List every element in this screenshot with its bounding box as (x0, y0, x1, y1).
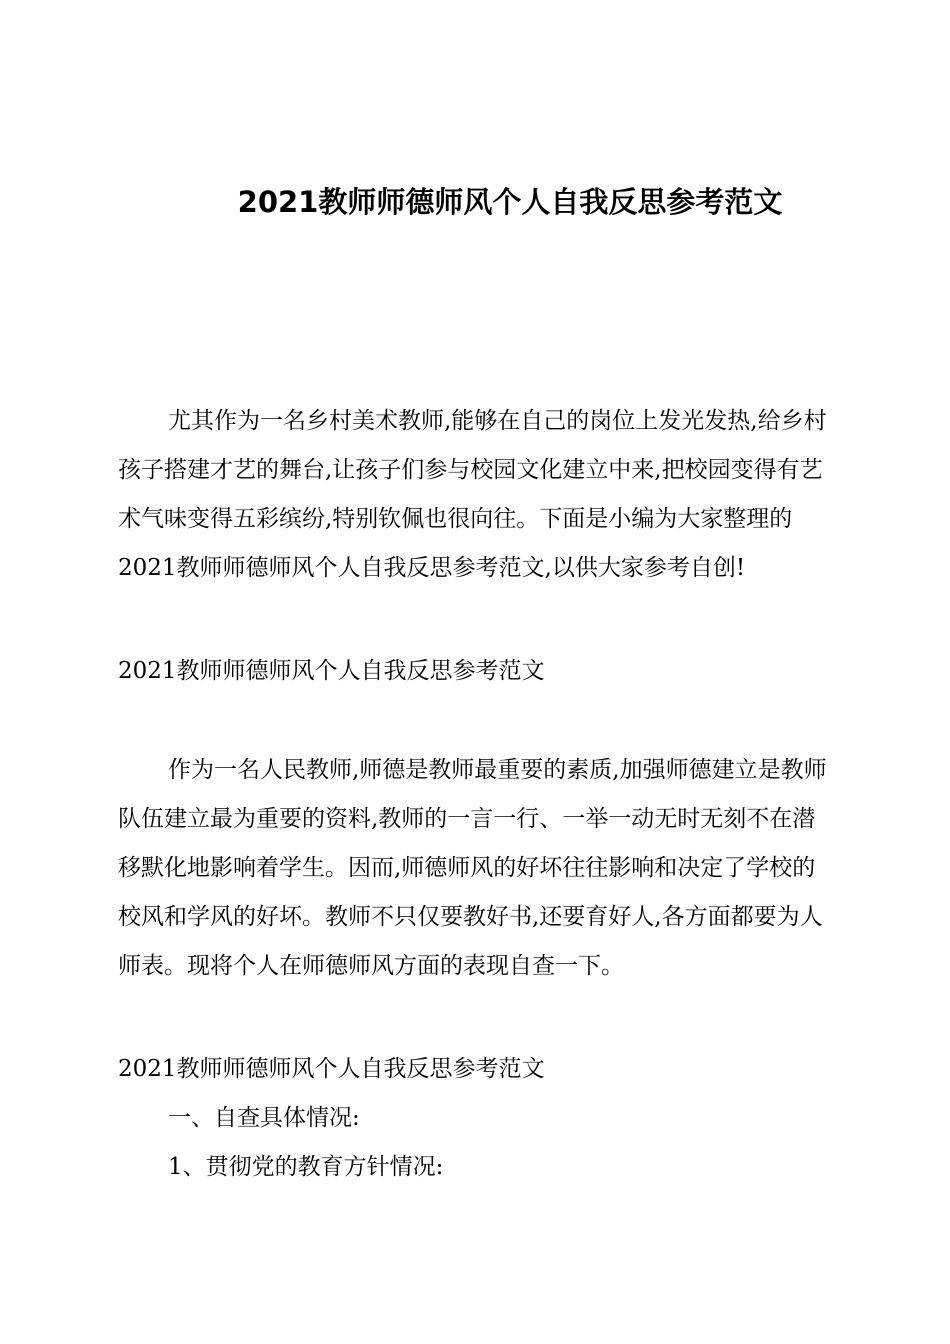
document-title: 2021教师师德师风个人自我反思参考范文 (237, 185, 783, 219)
section-subheading-2: 2021教师师德师风个人自我反思参考范文 (118, 1056, 545, 1082)
list-item-self-check: 一、自查具体情况: (168, 1105, 360, 1131)
section-paragraph: 作为一名人民教师,师德是教师最重要的素质,加强师德建立是教师队伍建立最为重要的资料,教师的一言一行、一举一动无时无刻不在潜移默化地影响着学生。因而,师德师风的好坏往往影响和决定了学校的校风和学风的好坏。教师不只仅要教好书,还要育好人,各方面都要为人师表。现将个人在师德师风方面的表现自查一下。 (118, 757, 827, 979)
intro-paragraph: 尤其作为一名乡村美术教师,能够在自己的岗位上发光发热,给乡村孩子搭建才艺的舞台,让孩子们参与校园文化建立中来,把校园变得有艺术气味变得五彩缤纷,特别钦佩也很向往。下面是小编为大家整理的2021教师师德师风个人自我反思参考范文,以供大家参考自创! (118, 408, 827, 581)
list-item-education-policy: 1、贯彻党的教育方针情况: (168, 1154, 444, 1180)
section-subheading-1: 2021教师师德师风个人自我反思参考范文 (118, 658, 545, 684)
